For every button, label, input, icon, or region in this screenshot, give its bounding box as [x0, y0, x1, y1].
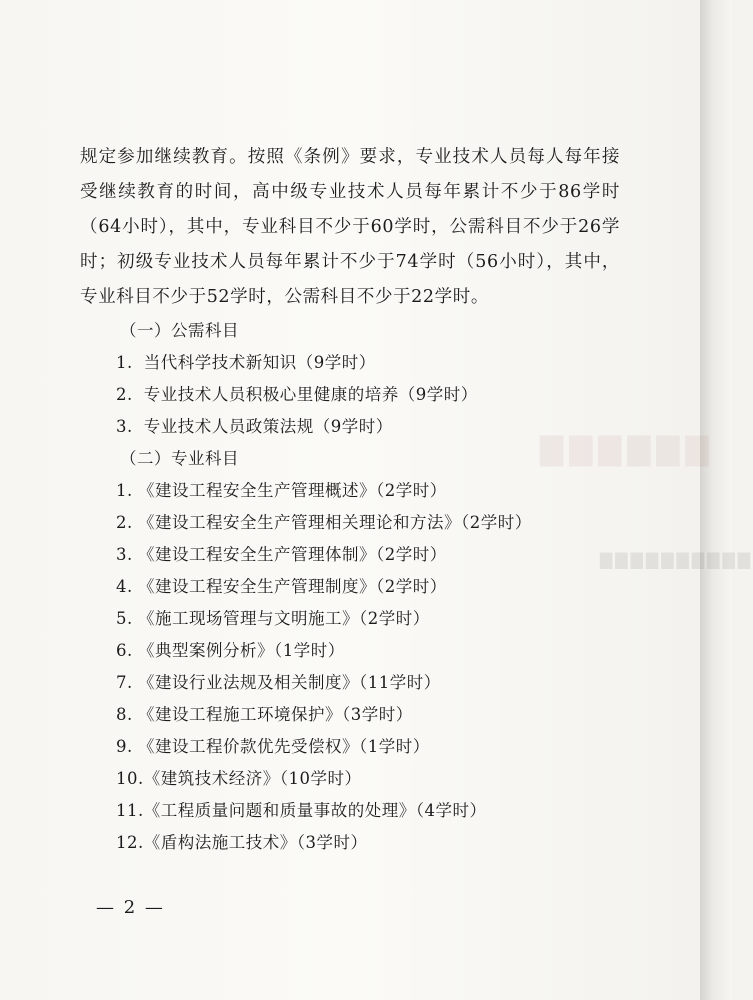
list-item — [80, 411, 620, 443]
item-number: 1. — [116, 481, 133, 500]
list-item — [80, 507, 620, 539]
item-number: 3. — [116, 417, 133, 436]
item-number: 6. — [116, 641, 133, 660]
intro-paragraph: 规定参加继续教育。按照《条例》要求，专业技术人员每人每年接受继续教育的时间，高中级专业技术人员每年累计不少于86学时（64小时），其中，专业科目不少于60学时，公需科目不少于26学时；初级专业技术人员每年累计不少于74学时（56小时），其中，专业科目不少于52学时，公需科目不少于22学时。 — [80, 147, 620, 307]
list-item — [80, 635, 620, 667]
list-item — [80, 347, 620, 379]
list-item — [80, 827, 620, 859]
item-text: 专业技术人员积极心里健康的培养（9学时） — [143, 385, 478, 404]
item-text: 《工程质量问题和质量事故的处理》（4学时） — [143, 801, 487, 820]
list-item — [80, 475, 620, 507]
item-text: 《施工现场管理与文明施工》（2学时） — [138, 609, 430, 628]
list-item — [80, 667, 620, 699]
list-item — [80, 379, 620, 411]
item-text: 《建设工程安全生产管理相关理论和方法》（2学时） — [138, 513, 532, 532]
list-item — [80, 763, 620, 795]
list-item — [80, 603, 620, 635]
item-number: 1. — [116, 353, 133, 372]
professional-section-heading: （二）专业科目 — [120, 449, 239, 468]
page-number: — 2 — — [96, 897, 165, 918]
item-text: 专业技术人员政策法规（9学时） — [143, 417, 393, 436]
public-section-heading: （一）公需科目 — [120, 321, 239, 340]
list-item — [80, 795, 620, 827]
item-number: 5. — [116, 609, 133, 628]
item-text: 当代科学技术新知识（9学时） — [143, 353, 376, 372]
item-text: 《建设工程安全生产管理体制》（2学时） — [138, 545, 447, 564]
item-text: 《建筑技术经济》（10学时） — [143, 769, 362, 788]
list-item — [80, 699, 620, 731]
item-number: 7. — [116, 673, 133, 692]
item-number: 2. — [116, 385, 133, 404]
list-item — [80, 539, 620, 571]
item-text: 《盾构法施工技术》（3学时） — [143, 833, 368, 852]
list-item — [80, 571, 620, 603]
list-item — [80, 731, 620, 763]
page-edge-shadow — [700, 0, 732, 1000]
item-number: 2. — [116, 513, 133, 532]
item-number: 12. — [116, 833, 144, 852]
item-number: 10. — [116, 769, 144, 788]
item-text: 《建设工程施工环境保护》（3学时） — [138, 705, 413, 724]
document-body — [80, 140, 620, 859]
item-number: 3. — [116, 545, 133, 564]
item-text: 《建设行业法规及相关制度》（11学时） — [138, 673, 441, 692]
item-number: 11. — [116, 801, 144, 820]
item-text: 《建设工程安全生产管理概述》（2学时） — [138, 481, 447, 500]
bleed-through-mark: ▇▇▇▇▇▇▇▇▇▇ — [600, 550, 753, 569]
bleed-through-mark: ▇▇▇▇▇▇ — [540, 432, 715, 467]
item-text: 《建设工程安全生产管理制度》（2学时） — [138, 577, 447, 596]
item-text: 《建设工程价款优先受偿权》（1学时） — [138, 737, 430, 756]
item-text: 《典型案例分析》（1学时） — [138, 641, 345, 660]
item-number: 4. — [116, 577, 133, 596]
item-number: 8. — [116, 705, 133, 724]
item-number: 9. — [116, 737, 133, 756]
